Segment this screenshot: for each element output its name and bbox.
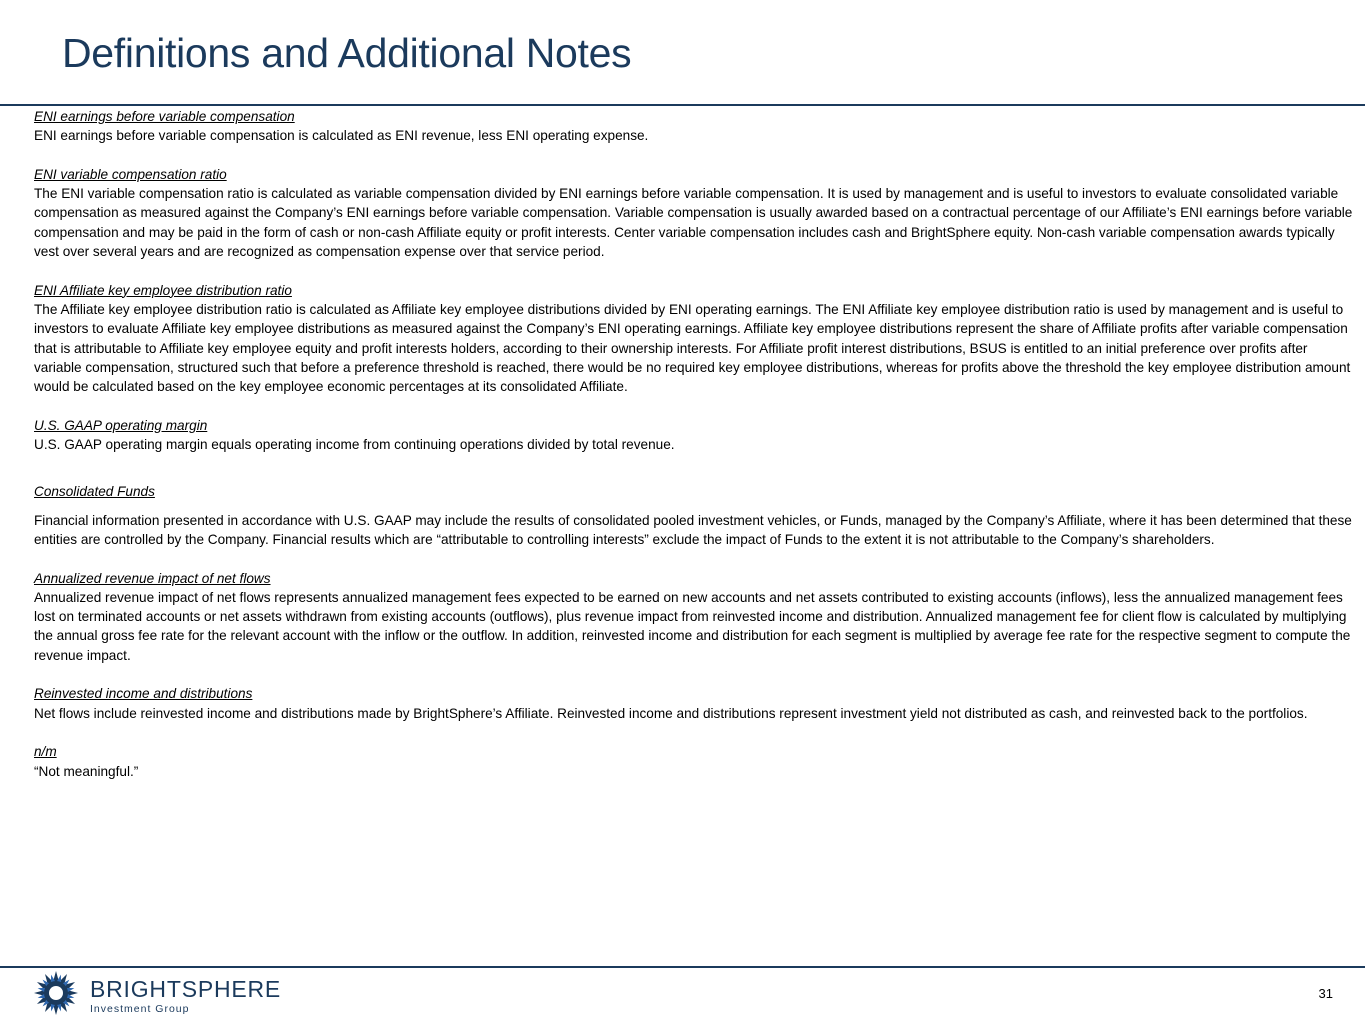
definition-eni-earnings bbox=[34, 107, 1356, 146]
definition-eni-affiliate-distribution-ratio bbox=[34, 281, 1356, 397]
definition-body: Net flows include reinvested income and distributions made by BrightSphere’s Affiliate. Reinvested income and distributions represent investment yield not distributed as cash, and reinvested back to the portfolios. bbox=[34, 705, 1308, 721]
definition-heading: Reinvested income and distributions bbox=[34, 686, 253, 702]
definition-heading: n/m bbox=[34, 744, 57, 760]
definition-heading: Consolidated Funds bbox=[34, 484, 155, 500]
brand-name: BRIGHTSPHERE bbox=[90, 976, 282, 1002]
definition-consolidated-funds bbox=[34, 482, 1356, 549]
header-divider bbox=[0, 104, 1365, 106]
definition-body: The ENI variable compensation ratio is calculated as variable compensation divided by ENI earnings before variable compensation. It is used by management and is useful to investors to evaluate consolidated variable compensation as measured against the Company’s ENI earnings before variable compensation. Variable compensation is usually awarded based on a contractual percentage of our Affiliate’s ENI earnings before variable compensation and may be paid in the form of cash or non-cash Affiliate equity or profit interests. Center variable compensation includes cash and BrightSphere equity. Non-cash variable compensation awards typically vest over several years and are recognized as compensation expense over that service period. bbox=[34, 186, 1353, 260]
definitions-content bbox=[34, 107, 1356, 800]
definition-heading: Annualized revenue impact of net flows bbox=[34, 570, 271, 586]
definition-eni-variable-compensation-ratio bbox=[34, 165, 1356, 261]
brand-subtitle: Investment Group bbox=[90, 1003, 190, 1015]
page-number: 31 bbox=[1318, 986, 1333, 1001]
definition-heading: U.S. GAAP operating margin bbox=[34, 417, 208, 433]
definition-body: Financial information presented in accordance with U.S. GAAP may include the results of consolidated pooled investment vehicles, or Funds, managed by the Company’s Affiliate, where it has been determined that these entities are controlled by the Company. Financial results which are “attributable to controlling interests” exclude the impact of Funds to the extent it is not attributable to the Company’s shareholders. bbox=[34, 512, 1352, 547]
definition-heading: ENI Affiliate key employee distribution ratio bbox=[34, 282, 292, 298]
page-title: Definitions and Additional Notes bbox=[62, 30, 632, 76]
definition-heading: ENI variable compensation ratio bbox=[34, 166, 227, 182]
definition-annualized-revenue-impact bbox=[34, 569, 1356, 665]
brightsphere-logo bbox=[34, 970, 294, 1016]
definition-gaap-operating-margin bbox=[34, 416, 1356, 455]
definition-not-meaningful bbox=[34, 742, 1356, 781]
definition-body: ENI earnings before variable compensation is calculated as ENI revenue, less ENI operating expense. bbox=[34, 128, 649, 144]
definition-body: U.S. GAAP operating margin equals operating income from continuing operations divided by total revenue. bbox=[34, 437, 675, 453]
definition-heading: ENI earnings before variable compensation bbox=[34, 109, 295, 124]
definition-reinvested-income bbox=[34, 684, 1356, 723]
definition-body: “Not meaningful.” bbox=[34, 763, 139, 779]
sunburst-logo-icon bbox=[34, 971, 78, 1015]
definition-body: Annualized revenue impact of net flows represents annualized management fees expected to be earned on new accounts and net assets contributed to existing accounts (inflows), less the annualized management fees lost on terminated accounts or net assets withdrawn from existing accounts (outflows), plus revenue impact from reinvested income and distribution. Annualized management fee for client flow is calculated by multiplying the annual gross fee rate for the relevant account with the inflow or the outflow. In addition, reinvested income and distribution for each segment is multiplied by average fee rate for the respective segment to compute the revenue impact. bbox=[34, 589, 1351, 663]
footer-divider bbox=[0, 966, 1365, 968]
definition-body: The Affiliate key employee distribution ratio is calculated as Affiliate key employee distributions divided by ENI operating earnings. The ENI Affiliate key employee distribution ratio is used by management and is useful to investors to evaluate Affiliate key employee distributions as measured against the Company’s ENI operating earnings. Affiliate key employee distributions represent the share of Affiliate profits after variable compensation that is attributable to Affiliate key employee equity and profit interests holders, according to their ownership interests. For Affiliate profit interest distributions, BSUS is entitled to an initial preference over profits after variable compensation, structured such that before a preference threshold is reached, there would be no required key employee distributions, whereas for profits above the threshold the key employee distribution amount would be calculated based on the key employee economic percentages at its consolidated Affiliate. bbox=[34, 301, 1351, 395]
